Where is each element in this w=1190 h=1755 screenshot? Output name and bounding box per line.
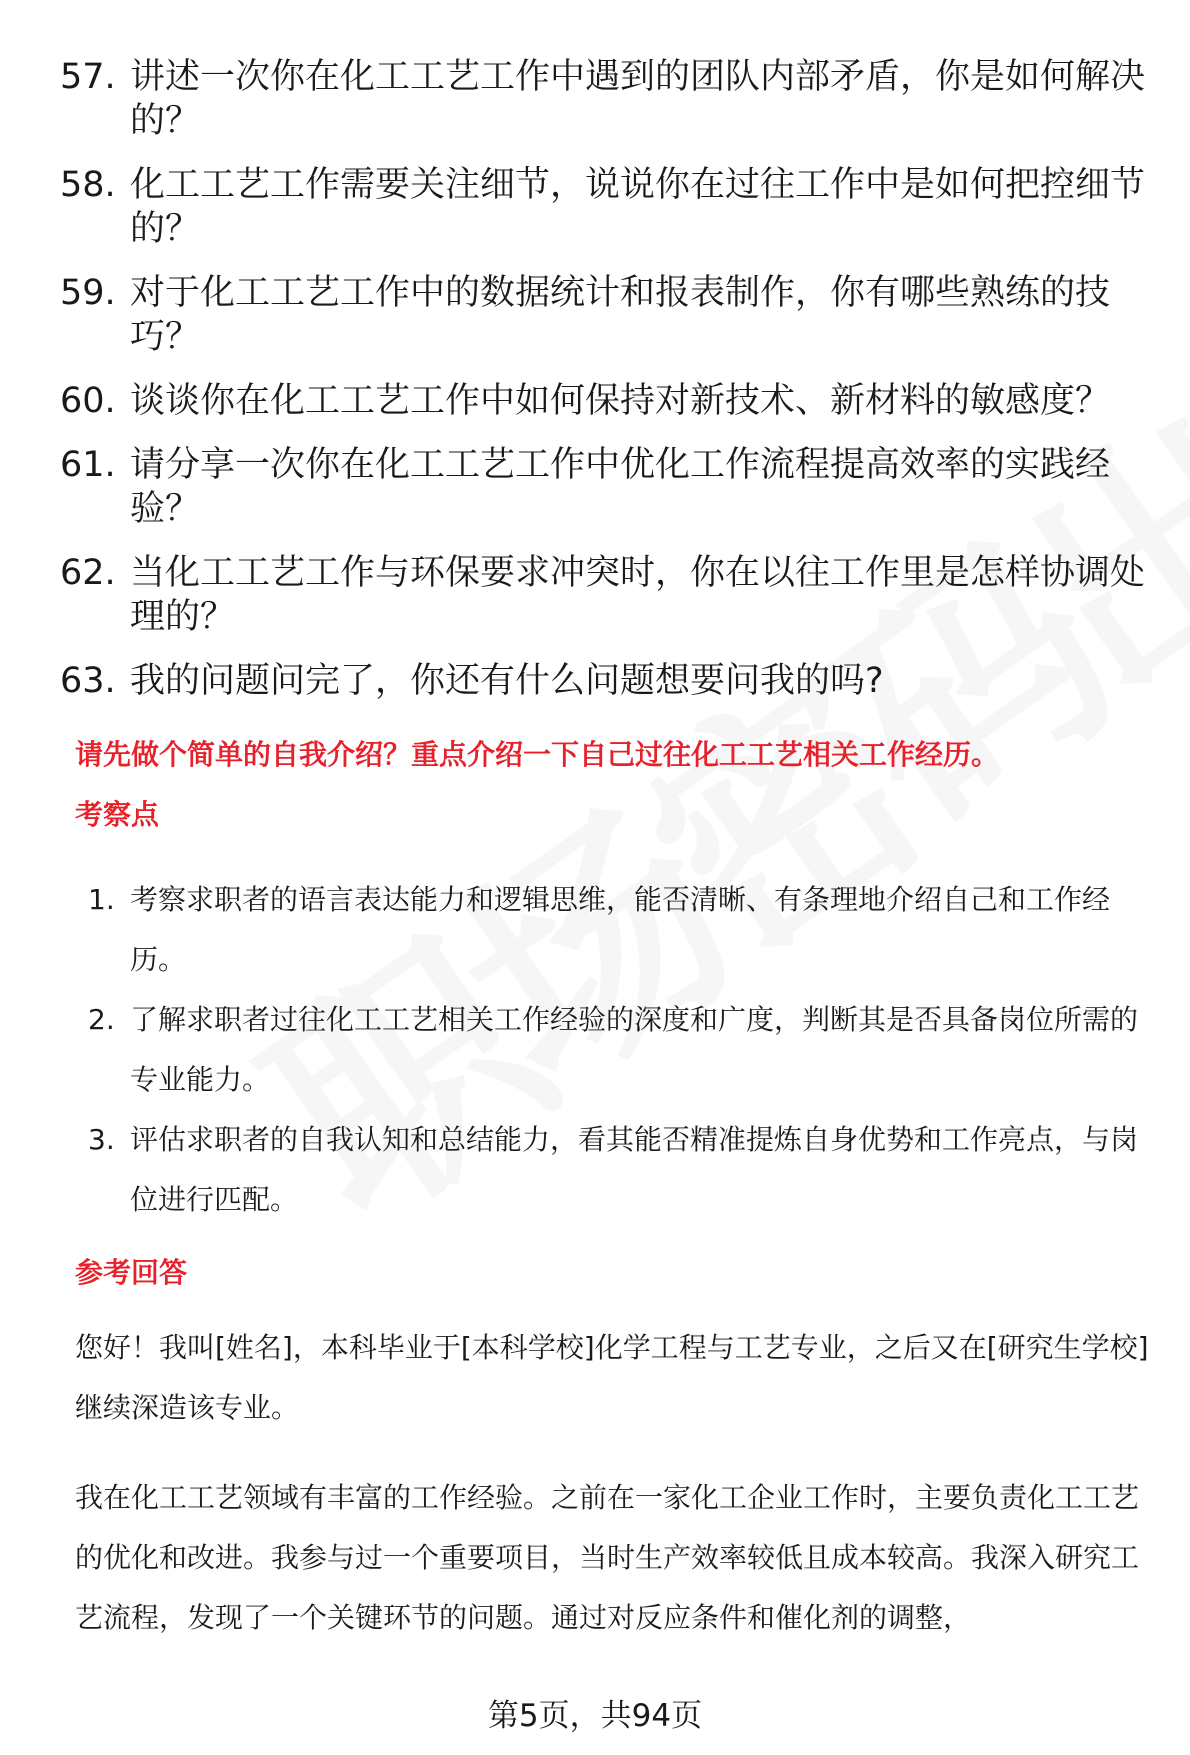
- point-item: [0, 990, 1190, 1110]
- question-text: 谈谈你在化工工艺工作中如何保持对新技术、新材料的敏感度？: [130, 381, 1111, 421]
- point-text: 了解求职者过往化工工艺相关工作经验的深度和广度，判断其是否具备岗位所需的专业能力。: [130, 1003, 1139, 1096]
- answer-heading: 参考回答: [75, 1256, 188, 1289]
- question-text: 化工工艺工作需要关注细节，说说你在过往工作中是如何把控细节的？: [130, 165, 1146, 249]
- question-text: 讲述一次你在化工工艺工作中遇到的团队内部矛盾，你是如何解决的？: [130, 57, 1146, 141]
- examine-points: [0, 870, 1190, 1230]
- answer-paragraph: 我在化工工艺领域有丰富的工作经验。之前在一家化工企业工作时，主要负责化工工艺的优化和改进。我参与过一个重要项目，当时生产效率较低且成本较高。我深入研究工艺流程，发现了一个关键环节的问题。通过对反应条件和催化剂的调整，: [75, 1481, 1140, 1634]
- question-item: [0, 443, 1190, 531]
- question-number: 60.: [60, 381, 116, 421]
- question-item: [0, 659, 1190, 703]
- main-question: 请先做个简单的自我介绍？重点介绍一下自己过往化工工艺相关工作经历。: [75, 738, 1000, 771]
- question-number: 59.: [60, 273, 116, 313]
- point-text: 评估求职者的自我认知和总结能力，看其能否精准提炼自身优势和工作亮点，与岗位进行匹配。: [130, 1123, 1139, 1216]
- question-list: [0, 55, 1190, 723]
- question-number: 62.: [60, 553, 116, 593]
- question-item: [0, 163, 1190, 251]
- question-number: 58.: [60, 165, 116, 205]
- question-item: [0, 271, 1190, 359]
- examine-heading: 考察点: [75, 798, 160, 831]
- question-item: [0, 55, 1190, 143]
- point-number: 2.: [88, 1003, 115, 1036]
- question-number: 61.: [60, 445, 116, 485]
- point-text: 考察求职者的语言表达能力和逻辑思维，能否清晰、有条理地介绍自己和工作经历。: [130, 883, 1111, 976]
- question-text: 当化工工艺工作与环保要求冲突时，你在以往工作里是怎样协调处理的？: [130, 553, 1146, 637]
- point-number: 1.: [88, 883, 115, 916]
- point-item: [0, 1110, 1190, 1230]
- question-text: 对于化工工艺工作中的数据统计和报表制作，你有哪些熟练的技巧？: [130, 273, 1111, 357]
- point-number: 3.: [88, 1123, 115, 1156]
- question-item: [0, 379, 1190, 423]
- page-footer: 第5页，共94页: [487, 1698, 703, 1734]
- question-text: 请分享一次你在化工工艺工作中优化工作流程提高效率的实践经验？: [130, 445, 1111, 529]
- answer-paragraph: 您好！我叫[姓名]，本科毕业于[本科学校]化学工程与工艺专业，之后又在[研究生学校]继续深造该专业。: [75, 1331, 1149, 1424]
- question-number: 57.: [60, 57, 116, 97]
- question-text: 我的问题问完了，你还有什么问题想要问我的吗?: [130, 661, 884, 701]
- question-number: 63.: [60, 661, 116, 701]
- question-item: [0, 551, 1190, 639]
- point-item: [0, 870, 1190, 990]
